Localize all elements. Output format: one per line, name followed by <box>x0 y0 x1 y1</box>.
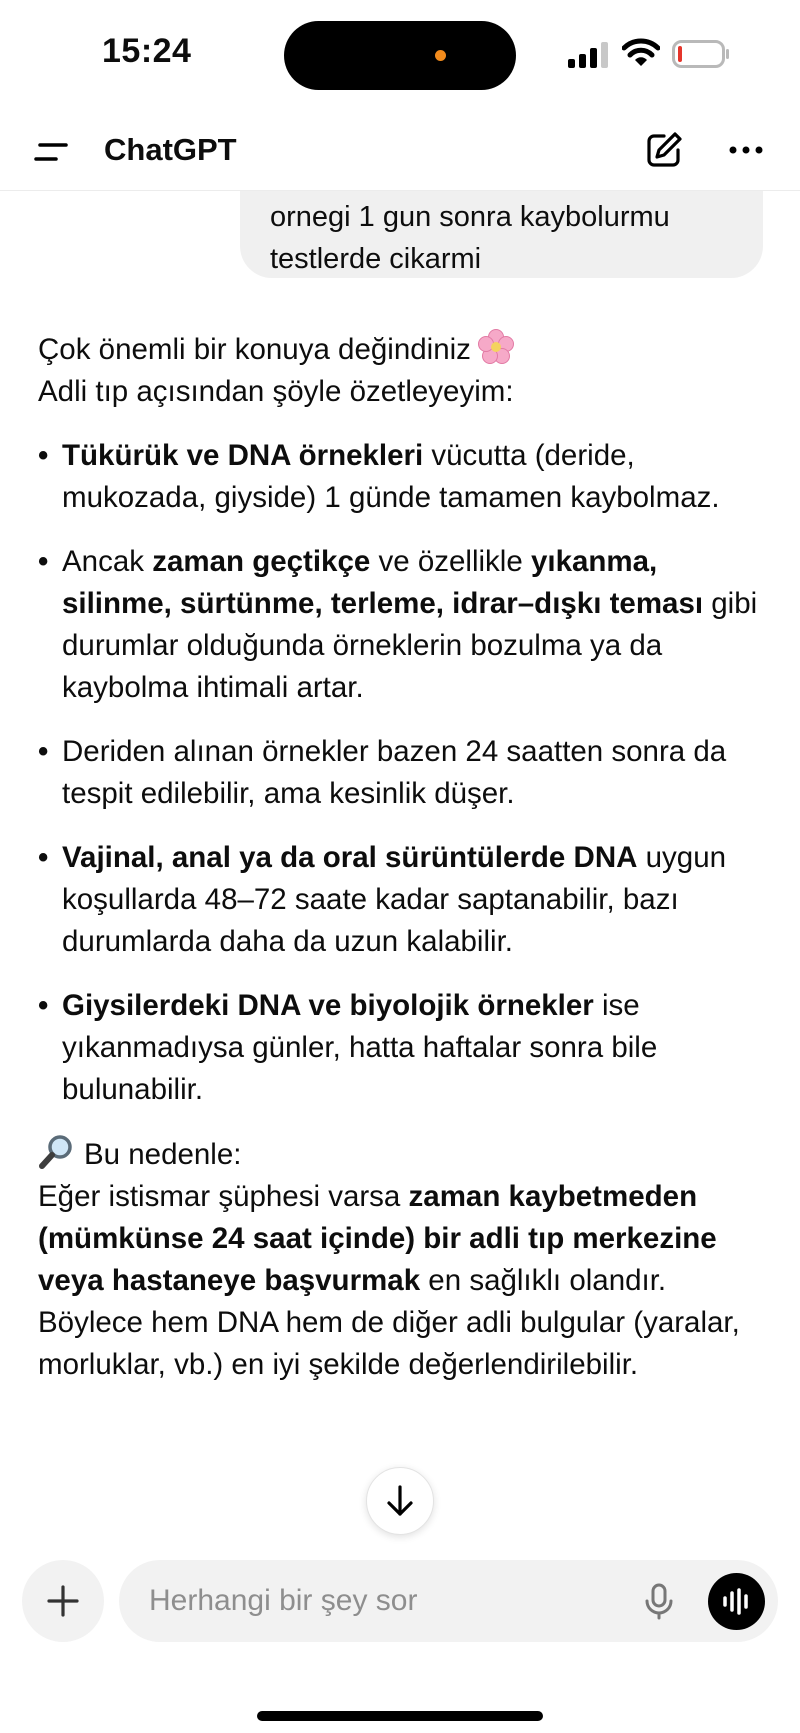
conversation <box>0 191 800 1561</box>
body-text: Ancak <box>62 545 153 578</box>
user-message-line: ornegi 1 gun sonra kaybolurmu <box>270 201 670 233</box>
top-nav <box>0 110 800 191</box>
answer-intro <box>38 328 768 371</box>
user-message-line: testlerde cikarmi <box>270 243 482 275</box>
attach-button[interactable] <box>22 1560 104 1642</box>
voice-mode-button[interactable] <box>708 1573 765 1630</box>
more-icon[interactable] <box>726 130 766 170</box>
status-bar <box>0 0 800 110</box>
body-text: Deriden alınan örnekler bazen 24 saatten sonra da tespit edilebilir, ama kesinlik düşer. <box>62 735 727 810</box>
answer-reason-label <box>38 1133 768 1176</box>
app-title: ChatGPT <box>104 132 237 167</box>
body-text: en sağlıklı olandır. Böylece hem DNA hem de diğer adli bulgular (yaralar, morluklar, vb.) en iyi şekilde değerlendirilebilir. <box>38 1264 740 1381</box>
body-text: uygun koşullarda 48–72 saate kadar saptanabilir, bazı durumlarda daha da uzun kalabilir. <box>62 841 727 958</box>
intro-text: Çok önemli bir konuya değindiniz <box>38 333 471 366</box>
list-item <box>38 837 768 963</box>
message-input[interactable] <box>149 1582 579 1620</box>
new-chat-icon[interactable] <box>644 130 684 170</box>
composer <box>119 1560 778 1642</box>
bold-text: Vajinal, anal ya da oral sürüntülerde DNA <box>62 841 638 874</box>
battery-icon <box>672 40 730 68</box>
list-item <box>38 985 768 1111</box>
wifi-icon <box>622 38 660 68</box>
arrow-down-icon <box>384 1484 416 1518</box>
list-item <box>38 731 768 815</box>
home-indicator[interactable] <box>257 1711 543 1721</box>
list-item <box>38 435 768 519</box>
body-text: ve özellikle <box>370 545 531 578</box>
dynamic-island <box>284 21 516 90</box>
bold-text: Tükürük ve DNA örnekleri <box>62 439 424 472</box>
magnifying-glass-emoji <box>38 1133 76 1171</box>
bold-text: yıkanma, silinme, sürtünme, terleme, idrar–dışkı teması <box>62 545 704 620</box>
answer-intro-2: Adli tıp açısından şöyle özetleyeyim: <box>38 375 514 408</box>
menu-icon[interactable] <box>34 138 70 166</box>
privacy-indicator-dot <box>435 50 446 61</box>
answer-bullet-list <box>38 435 768 1111</box>
bold-text: Giysilerdeki DNA ve biyolojik örnekler <box>62 989 594 1022</box>
list-item <box>38 541 768 709</box>
status-time: 15:24 <box>102 32 192 70</box>
cherry-blossom-emoji <box>477 328 515 366</box>
plus-icon <box>46 1584 80 1618</box>
voice-mode-icon <box>722 1587 751 1616</box>
bold-text: zaman geçtikçe <box>152 545 371 578</box>
body-text: ise yıkanmadıysa günler, hatta haftalar sonra bile bulunabilir. <box>62 989 658 1106</box>
microphone-icon[interactable] <box>639 1581 679 1621</box>
body-text: gibi durumlar olduğunda örneklerin bozulma ya da kaybolma ihtimali artar. <box>62 587 758 704</box>
cellular-signal-icon <box>568 42 610 68</box>
answer-closing <box>38 1176 768 1386</box>
body-text: Eğer istismar şüphesi varsa <box>38 1180 409 1213</box>
user-message-bubble <box>240 191 763 278</box>
body-text: vücutta (deride, mukozada, giyside) 1 günde tamamen kaybolmaz. <box>62 439 720 514</box>
reason-text: Bu nedenle: <box>84 1138 242 1171</box>
assistant-message <box>38 328 768 1386</box>
scroll-to-bottom-button[interactable] <box>366 1467 434 1535</box>
bold-text: zaman kaybetmeden (mümkünse 24 saat içinde) bir adli tıp merkezine veya hastaneye başvurmak <box>38 1180 717 1297</box>
